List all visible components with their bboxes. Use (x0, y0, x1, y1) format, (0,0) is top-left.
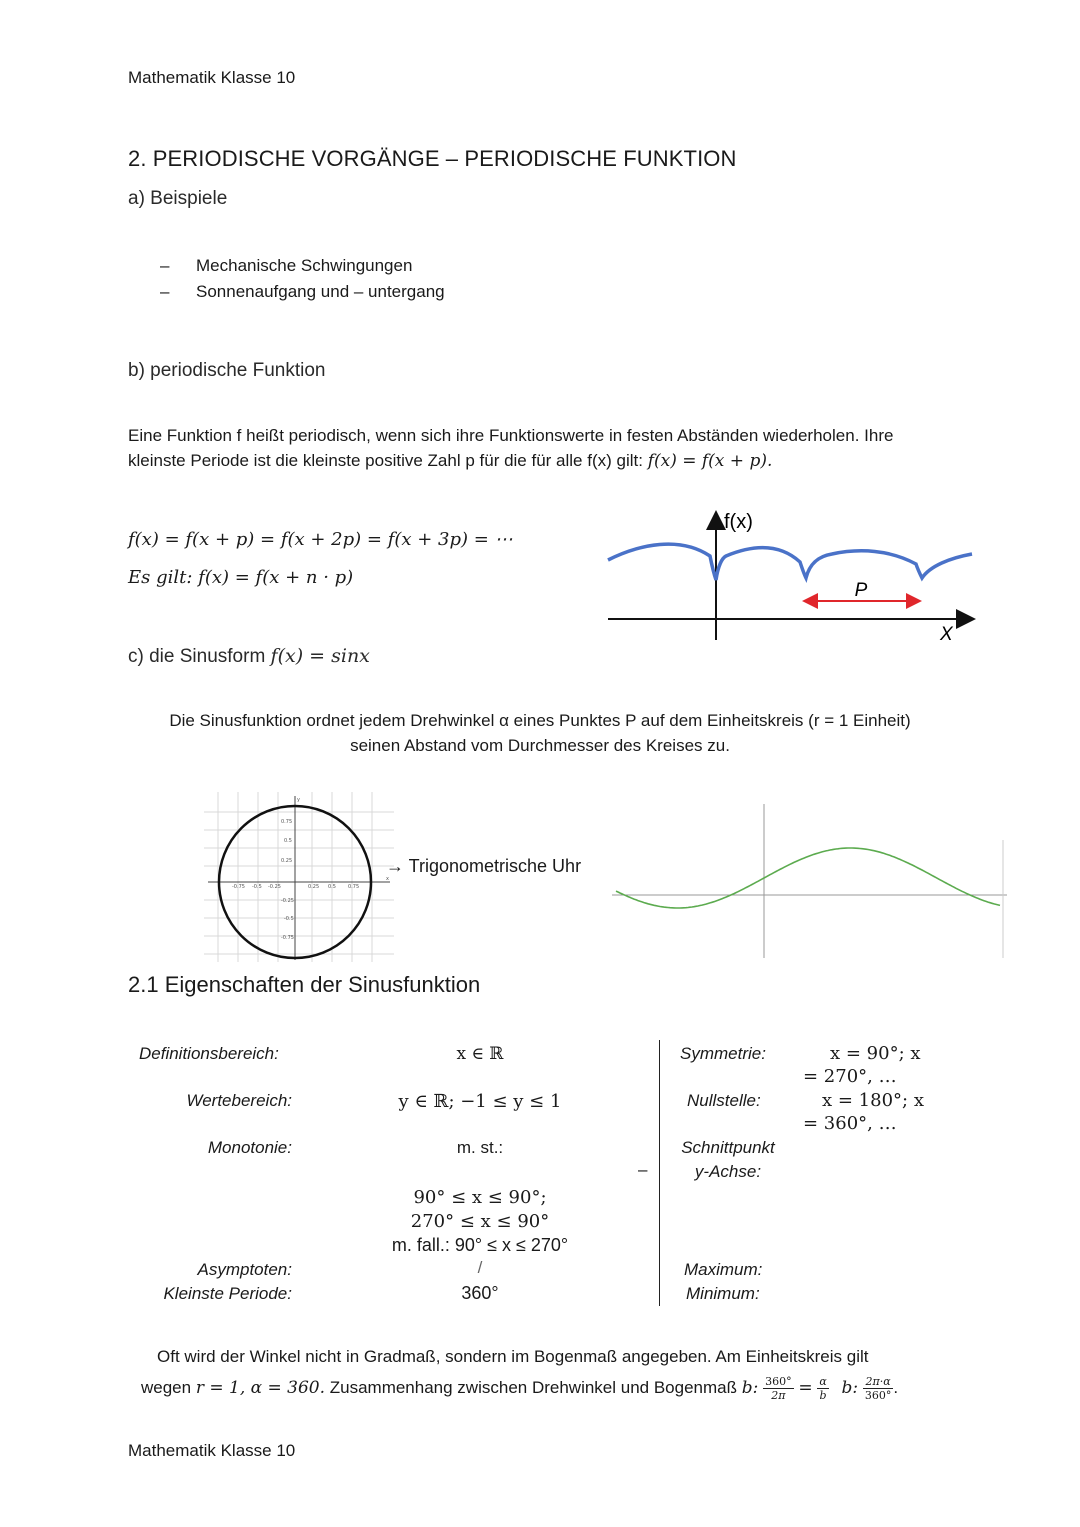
subsection-a-title: a) Beispiele (128, 188, 228, 209)
definition-line-2 (128, 451, 772, 471)
x-axis-label: X (940, 624, 953, 645)
x-tick: 0.75 (348, 884, 360, 890)
sine-graph (612, 800, 1007, 960)
bogenmass-wegen: wegen (141, 1378, 196, 1397)
x-tick: 0.25 (308, 884, 320, 890)
value-symmetrie-line-1: x = 90°; x (830, 1043, 921, 1064)
label-maximum: Maximum: (684, 1260, 763, 1279)
bogenmass-formula: r = 1, α = 360. (195, 1378, 326, 1398)
monotonie-detail-3: m. fall.: 90° ≤ x ≤ 270° (391, 1235, 569, 1255)
value-symmetrie-line-2: = 270°, … (803, 1066, 897, 1087)
x-tick: -0.75 (232, 884, 245, 890)
unit-circle-figure (204, 792, 394, 962)
label-kleinste-periode: Kleinste Periode: (163, 1284, 292, 1303)
section-title: 2. PERIODISCHE VORGÄNGE – PERIODISCHE FUNKTION (128, 146, 737, 171)
y-tick: 0.5 (284, 838, 292, 844)
periodic-formula-general: Es gilt: f(x) = f(x + n · p) (128, 567, 354, 588)
fraction-360-2pi: $\frac{360^\circ}{2\pi}$ (765, 1375, 792, 1403)
label-schnittpunkt-line-2: y-Achse: (694, 1162, 762, 1181)
label-monotonie: Monotonie: (207, 1138, 292, 1157)
y-tick: 0.25 (281, 858, 293, 864)
bogenmass-line-1: Oft wird der Winkel nicht in Gradmaß, sondern im Bogenmaß angegeben. Am Einheitskreis gilt (157, 1347, 869, 1366)
period-label: P (854, 580, 868, 601)
example-item: – Mechanische Schwingungen (160, 256, 413, 275)
properties-title: 2.1 Eigenschaften der Sinusfunktion (128, 972, 481, 997)
sine-description-line-1: Die Sinusfunktion ordnet jedem Drehwinkel α eines Punktes P auf dem Einheitskreis (r = 1 Einheit) (169, 711, 911, 730)
label-wertebereich: Wertebereich: (186, 1091, 292, 1110)
value-nullstelle-line-1: x = 180°; x (822, 1090, 924, 1111)
label-symmetrie: Symmetrie: (680, 1044, 766, 1063)
value-asymptoten: / (477, 1258, 483, 1277)
equals-sign: = (798, 1378, 813, 1398)
y-axis-label: f(x) (724, 511, 753, 533)
value-wertebereich: y ∈ ℝ; −1 ≤ y ≤ 1 (398, 1091, 562, 1112)
definition-formula: f(x) = f(x + p). (647, 451, 773, 471)
label-asymptoten: Asymptoten: (197, 1260, 292, 1279)
monotonie-detail-1: 90° ≤ x ≤ 90°; (413, 1187, 547, 1208)
value-nullstelle-line-2: = 360°, … (803, 1113, 897, 1134)
fraction-alpha-b: $\frac{\alpha}{b}$ (819, 1375, 827, 1403)
value-monotonie: m. st.: (456, 1138, 504, 1157)
value-definitionsbereich: x ∈ ℝ (456, 1044, 504, 1064)
value-schnittpunkt: – (638, 1160, 648, 1179)
label-nullstelle: Nullstelle: (687, 1091, 761, 1110)
example-item: – Sonnenaufgang und – untergang (160, 282, 445, 301)
subsection-c-title (128, 645, 370, 668)
example-text: Sonnenaufgang und – untergang (196, 282, 445, 301)
circle-y-axis-label: y (297, 797, 300, 803)
y-tick: -0.75 (281, 935, 294, 941)
sine-curve (616, 848, 1000, 908)
end-dot: . (893, 1378, 899, 1397)
label-schnittpunkt-line-1: Schnittpunkt (681, 1138, 775, 1157)
bogenmass-var: b: (741, 1378, 759, 1398)
trig-clock-label: → Trigonometrische Uhr (386, 856, 582, 876)
periodic-curve (608, 544, 972, 580)
label-minimum: Minimum: (686, 1284, 760, 1303)
example-text: Mechanische Schwingungen (196, 256, 413, 275)
subsection-c-formula: f(x) = sinx (270, 645, 370, 667)
monotonie-detail-2: 270° ≤ x ≤ 90° (410, 1211, 550, 1232)
label-definitionsbereich: Definitionsbereich: (139, 1044, 279, 1063)
x-tick: 0.5 (328, 884, 336, 890)
periodic-formula-chain: f(x) = f(x + p) = f(x + 2p) = f(x + 3p) = ⋯ (128, 529, 513, 550)
column-divider (659, 1040, 660, 1306)
subsection-b-title: b) periodische Funktion (128, 360, 326, 381)
periodic-function-graph (600, 500, 990, 650)
circle-x-axis-label: x (386, 876, 389, 882)
y-tick: -0.5 (284, 916, 294, 922)
value-kleinste-periode: 360° (461, 1283, 499, 1303)
definition-text: kleinste Periode ist die kleinste positive Zahl p für die für alle f(x) gilt: (128, 451, 648, 470)
x-tick: -0.5 (252, 884, 262, 890)
page-footer: Mathematik Klasse 10 (128, 1441, 296, 1460)
sine-description-line-2: seinen Abstand vom Durchmesser des Kreises zu. (350, 736, 730, 755)
fraction-2pialpha-360: $\frac{2\pi\cdot\alpha}{360^\circ}$ (864, 1375, 892, 1403)
y-tick: -0.25 (281, 898, 294, 904)
b-label: b: (841, 1378, 859, 1398)
y-tick: 0.75 (281, 819, 293, 825)
page-header: Mathematik Klasse 10 (128, 68, 296, 87)
bogenmass-rest: Zusammenhang zwischen Drehwinkel und Bogenmaß (325, 1378, 742, 1397)
bogenmass-line-2 (141, 1368, 898, 1408)
definition-line-1: Eine Funktion f heißt periodisch, wenn sich ihre Funktionswerte in festen Abständen wiederholen. Ihre (128, 426, 894, 445)
subsection-c-text: c) die Sinusform (128, 646, 271, 667)
x-tick: -0.25 (268, 884, 281, 890)
